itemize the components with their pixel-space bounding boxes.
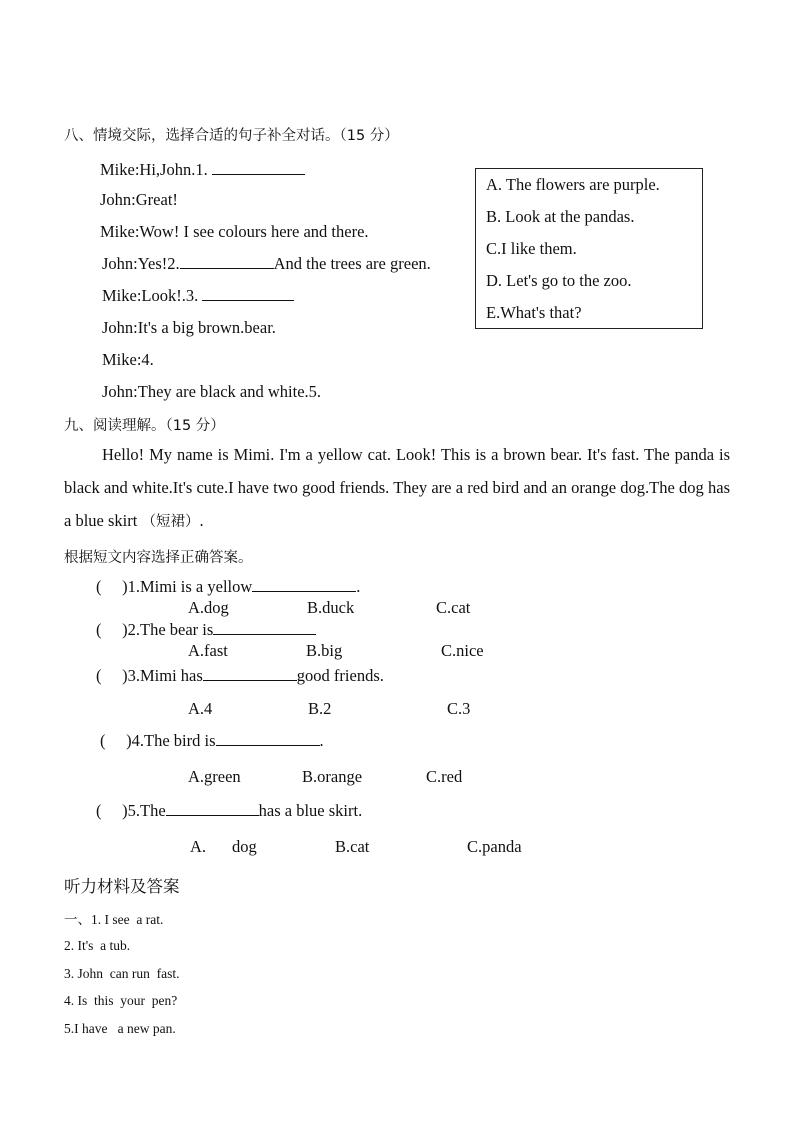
section-9-title: 九、阅读理解。（15 分）	[64, 418, 225, 434]
dialogue-line-4: John:Yes!2. And the trees are green.	[102, 254, 431, 273]
section-8-title: 八、情境交际，选择合适的句子补全对话。（15 分）	[64, 128, 399, 144]
option-b: B. Look at the pandas.	[486, 207, 635, 226]
q1-choice-c: C.cat	[436, 598, 471, 617]
question-4: ( )4.The bird is .	[100, 731, 324, 750]
dialogue-line-8: John:They are black and white.5.	[102, 382, 322, 401]
options-box	[475, 168, 703, 329]
answer-paren-2[interactable]: ( )	[96, 620, 128, 639]
dialogue-line-2: John:Great!	[100, 190, 178, 209]
question-blank-2	[213, 620, 316, 635]
q3-choice-a: A.4	[188, 699, 213, 718]
question-5: ( )5.The has a blue skirt.	[96, 801, 363, 820]
question-2: ( )2.The bear is	[96, 620, 316, 640]
q5-choice-a: A.	[190, 837, 207, 856]
answer-paren-5[interactable]: ( )	[96, 801, 128, 820]
q2-choice-c: C.nice	[441, 641, 484, 660]
dialogue-line-7: Mike:4.	[102, 350, 154, 369]
q5-choice-b: B.cat	[335, 837, 370, 856]
q1-choice-b: B.duck	[307, 598, 355, 617]
q4-choice-c: C.red	[426, 767, 463, 786]
answer-paren-3[interactable]: ( )	[96, 666, 128, 685]
question-blank-4	[216, 731, 320, 746]
question-blank-1	[252, 577, 356, 592]
listening-item-2: 2. It's a tub.	[64, 938, 131, 953]
q3-choice-c: C.3	[447, 699, 471, 718]
answer-blank-2[interactable]	[180, 254, 274, 269]
listening-title: 听力材料及答案	[64, 877, 180, 896]
answer-paren-1[interactable]: ( )	[96, 577, 128, 596]
option-e: E.What's that?	[486, 303, 582, 322]
q5-choice-c: C.panda	[467, 837, 522, 856]
answer-paren-4[interactable]: ( )	[100, 731, 132, 750]
q4-choice-a: A.green	[188, 767, 241, 786]
q5-choice-a-text: dog	[232, 837, 257, 856]
option-d: D. Let's go to the zoo.	[486, 271, 632, 290]
listening-item-1: 一、1. I see a rat.	[64, 912, 164, 927]
question-3: ( )3.Mimi has good friends.	[96, 666, 384, 685]
question-blank-5	[166, 801, 259, 816]
q3-choice-b: B.2	[308, 699, 332, 718]
option-c: C.I like them.	[486, 239, 577, 258]
question-1: ( )1.Mimi is a yellow .	[96, 577, 361, 596]
listening-item-5: 5.I have a new pan.	[64, 1021, 176, 1036]
reading-passage: Hello! My name is Mimi. I'm a yellow cat. Look! This is a brown bear. It's fast. The panda is black and white.It's cute.I have two good friends. They are a red bird and an orange dog.The dog has a blue skirt （短裙）.	[64, 445, 730, 530]
q2-choice-b: B.big	[306, 641, 343, 660]
q2-choice-a: A.fast	[188, 641, 228, 660]
dialogue-line-1: Mike:Hi,John.1.	[100, 160, 305, 180]
dialogue-line-6: John:It's a big brown.bear.	[102, 318, 276, 337]
dialogue-line-3: Mike:Wow! I see colours here and there.	[100, 222, 369, 241]
q4-choice-b: B.orange	[302, 767, 363, 786]
listening-item-3: 3. John can run fast.	[64, 966, 180, 981]
listening-item-4: 4. Is this your pen?	[64, 993, 178, 1008]
reading-instruction: 根据短文内容选择正确答案。	[64, 550, 253, 566]
answer-blank-3[interactable]	[202, 286, 294, 301]
answer-blank-1[interactable]	[212, 160, 305, 175]
option-a: A. The flowers are purple.	[486, 175, 660, 194]
question-blank-3	[203, 666, 297, 681]
q1-choice-a: A.dog	[188, 598, 229, 617]
dialogue-line-5: Mike:Look!.3.	[102, 286, 294, 306]
